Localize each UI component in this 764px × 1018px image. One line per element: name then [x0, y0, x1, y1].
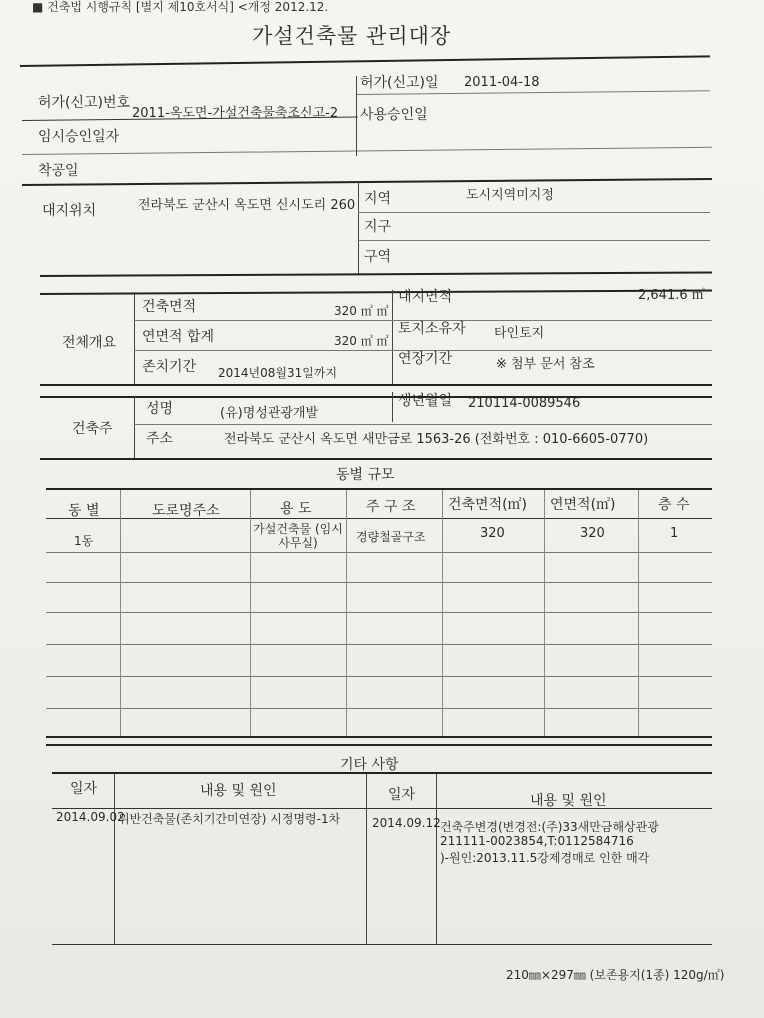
- zone-label: 구역: [364, 249, 392, 265]
- table-row-line: [46, 582, 712, 583]
- land-owner-label: 토지소유자: [398, 321, 466, 337]
- note-right-line-1: 건축주변경(변경전:(주)33새만금해상관광: [440, 820, 659, 834]
- row-structure: 경량철골구조: [356, 530, 426, 544]
- site-area-label: 대지면적: [398, 289, 453, 305]
- col-divider: [366, 774, 367, 944]
- table-border: [46, 488, 712, 490]
- table-border: [46, 736, 712, 738]
- col-divider: [250, 490, 251, 736]
- owner-name: (유)명성관광개발: [220, 406, 319, 421]
- floor-area-value: 320 ㎡ ㎡: [334, 334, 389, 348]
- permit-date: 2011-04-18: [464, 75, 540, 90]
- area-label: 지역: [364, 191, 392, 207]
- area-value: 도시지역미지정: [466, 188, 554, 203]
- note-left-date: 2014.09.02: [56, 810, 125, 824]
- notes-title: 기타 사항: [340, 757, 399, 773]
- building-scale-title: 동별 규모: [336, 467, 395, 483]
- col-header-structure: 주 구 조: [366, 499, 416, 515]
- note-right-line-3: )-원인:2013.11.5강제경매로 인한 매각: [440, 851, 650, 865]
- divider: [358, 182, 359, 274]
- section-border: [40, 271, 712, 277]
- col-header-building: 동 별: [68, 503, 100, 519]
- regulation-reference: ■ 건축법 시행규칙 [별지 제10호서식] <개정 2012.12.: [32, 0, 329, 14]
- owner-address: 전라북도 군산시 옥도면 새만금로 1563-26 (전화번호 : 010-6605-0770): [224, 432, 649, 447]
- birth-label: 생년월일: [398, 393, 453, 409]
- divider: [358, 240, 710, 241]
- section-border: [22, 178, 712, 186]
- row-floor-area: 320: [580, 526, 605, 541]
- table-header-border: [52, 808, 712, 809]
- col-divider: [442, 490, 443, 736]
- col-header-floor-area: 연면적(㎡): [550, 497, 616, 513]
- owner-name-label: 성명: [146, 401, 174, 417]
- duration-label: 존치기간: [142, 359, 197, 375]
- note-left-text: 위반건축물(존치기간미연장) 시정명령-1차: [118, 812, 341, 826]
- site-area-value: 2,641.6 ㎡: [638, 288, 705, 303]
- row-floors: 1: [670, 526, 679, 541]
- owner-address-label: 주소: [146, 431, 174, 447]
- row-building: 1동: [74, 534, 94, 548]
- table-row-line: [46, 612, 712, 613]
- use-approval-label: 사용승인일: [360, 107, 428, 123]
- notes-header-date-2: 일자: [388, 787, 416, 803]
- divider: [134, 294, 135, 386]
- site-location-label: 대지위치: [42, 203, 97, 219]
- section-border: [40, 289, 712, 295]
- col-divider: [436, 774, 437, 944]
- divider: [356, 76, 357, 156]
- construction-start-label: 착공일: [38, 163, 79, 179]
- birth-value: 210114-0089546: [468, 396, 581, 411]
- section-border: [40, 384, 712, 386]
- district-label: 지구: [364, 219, 392, 235]
- table-row-line: [46, 708, 712, 709]
- table-row-line: [46, 676, 712, 677]
- table-border: [52, 772, 712, 774]
- building-area-label: 건축면적: [142, 299, 197, 315]
- note-right-date: 2014.09.12: [372, 816, 441, 830]
- col-divider: [638, 490, 639, 736]
- notes-header-content-2: 내용 및 원인: [530, 793, 607, 809]
- divider: [134, 396, 135, 458]
- building-area-value: 320 ㎡ ㎡: [334, 304, 389, 318]
- divider: [392, 392, 393, 422]
- col-divider: [544, 490, 545, 736]
- col-header-building-area: 건축면적(㎡): [448, 497, 528, 513]
- permit-date-label: 허가(신고)일: [360, 75, 439, 91]
- table-header-border: [46, 518, 712, 519]
- col-divider: [114, 774, 115, 944]
- notes-header-date: 일자: [70, 781, 98, 797]
- section-border: [40, 458, 712, 460]
- section-border: [40, 396, 712, 398]
- divider: [134, 424, 712, 425]
- paper-spec: 210㎜×297㎜ (보존용지(1종) 120g/㎡): [506, 968, 725, 982]
- notes-header-content: 내용 및 원인: [200, 783, 277, 799]
- col-header-use: 용 도: [280, 501, 312, 517]
- document-title: 가설건축물 관리대장: [252, 24, 452, 48]
- floor-area-label: 연면적 합계: [142, 329, 215, 345]
- land-owner-value: 타인토지: [494, 326, 545, 341]
- row-building-area: 320: [480, 526, 505, 541]
- table-row-line: [46, 644, 712, 645]
- table-row-line: [46, 552, 712, 553]
- note-right-line-2: 211111-0023854,T:0112584716: [440, 834, 634, 848]
- col-header-floors: 층 수: [658, 497, 690, 513]
- col-divider: [120, 490, 121, 736]
- extension-label: 연장기간: [398, 351, 453, 367]
- section-border: [46, 744, 712, 746]
- owner-label: 건축주: [72, 421, 113, 437]
- divider: [22, 147, 712, 155]
- top-border: [20, 55, 710, 67]
- table-border: [52, 944, 712, 945]
- overview-label: 전체개요: [62, 335, 117, 351]
- permit-number-label: 허가(신고)번호: [38, 95, 131, 111]
- permit-number: 2011-옥도면-가설건축물축조신고-2: [132, 106, 339, 121]
- row-use: 가설건축물 (임시사무실): [253, 522, 343, 550]
- site-location: 전라북도 군산시 옥도면 신시도리 260: [138, 198, 356, 213]
- duration-value: 2014년08월31일까지: [218, 366, 338, 380]
- temporary-approval-label: 임시승인일자: [38, 129, 120, 145]
- divider: [358, 212, 710, 213]
- col-divider: [346, 490, 347, 736]
- col-header-road-address: 도로명주소: [152, 503, 220, 519]
- divider: [392, 290, 393, 384]
- extension-value: ※ 첨부 문서 참조: [496, 357, 595, 372]
